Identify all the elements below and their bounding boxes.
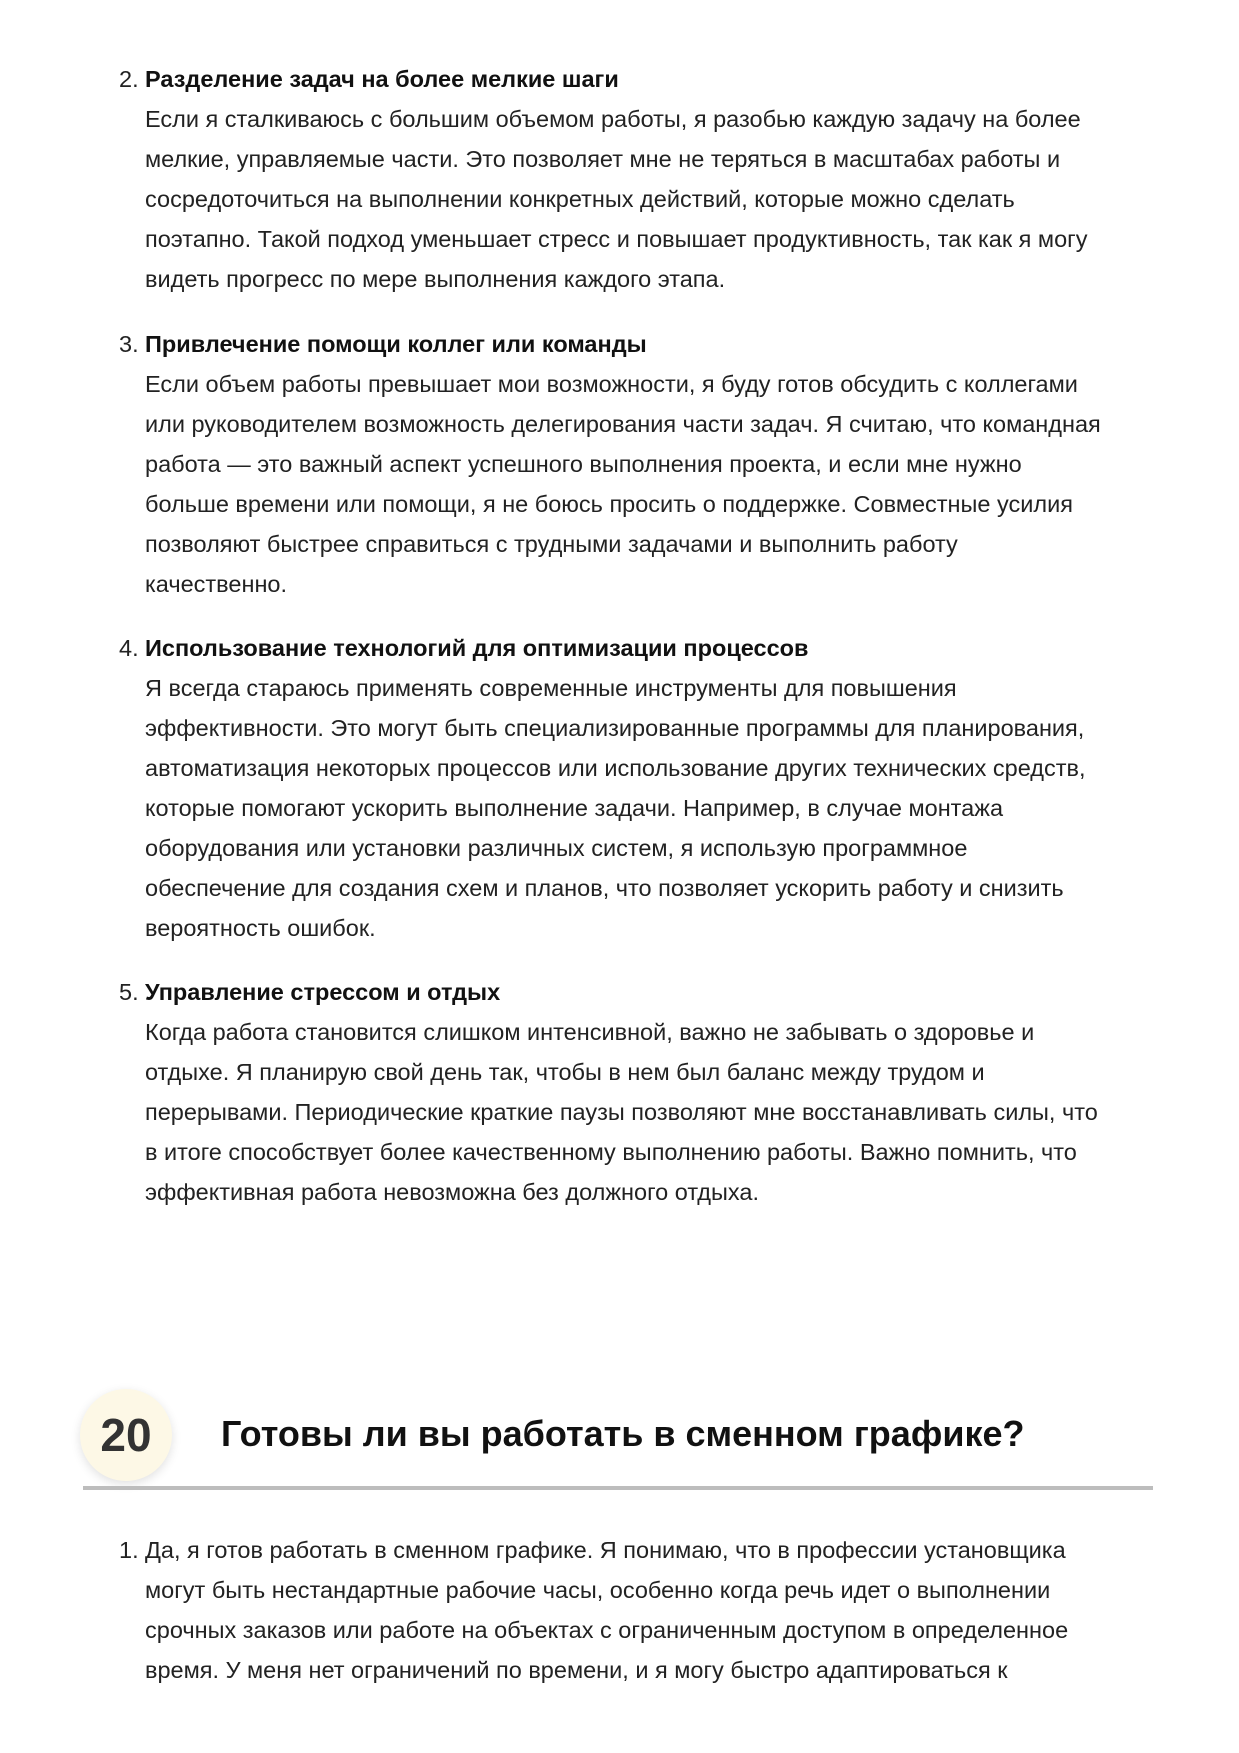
body-text-line: эффективная работа невозможна без должного отдыха. [145, 1179, 759, 1205]
body-text-line: обеспечение для создания схем и планов, что позволяет ускорить работу и снизить [145, 875, 1064, 901]
list-number: 2. [119, 66, 139, 92]
body-text-line: Если я сталкиваюсь с большим объемом работы, я разобью каждую задачу на более [145, 106, 1081, 132]
body-text-line: Когда работа становится слишком интенсивной, важно не забывать о здоровье и [145, 1019, 1035, 1045]
body-text-line: срочных заказов или работе на объектах с ограниченным доступом в определенное [145, 1617, 1069, 1643]
body-text-line: сосредоточиться на выполнении конкретных действий, которые можно сделать [145, 186, 1015, 212]
body-text-line: или руководителем возможность делегирования части задач. Я считаю, что командная [145, 411, 1101, 437]
body-text-line: работа — это важный аспект успешного выполнения проекта, и если мне нужно [145, 451, 1022, 477]
body-text-line: перерывами. Периодические краткие паузы позволяют мне восстанавливать силы, что [145, 1099, 1098, 1125]
body-text-line: мелкие, управляемые части. Это позволяет мне не теряться в масштабах работы и [145, 146, 1061, 172]
body-text-line: в итоге способствует более качественному выполнению работы. Важно помнить, что [145, 1139, 1077, 1165]
list-item-title: Управление стрессом и отдых [145, 979, 501, 1005]
heading-divider [83, 1486, 1153, 1490]
list-item [119, 59, 1159, 299]
question-number-badge: 20 [80, 1389, 172, 1481]
list-item-title: Использование технологий для оптимизации процессов [145, 635, 809, 661]
body-text-line: Да, я готов работать в сменном графике. Я понимаю, что в профессии установщика [145, 1537, 1066, 1563]
list-item [119, 628, 1159, 948]
body-text-line: видеть прогресс по мере выполнения каждого этапа. [145, 266, 726, 292]
body-text-line: вероятность ошибок. [145, 915, 376, 941]
body-text-line: эффективности. Это могут быть специализированные программы для планирования, [145, 715, 1085, 741]
list-number: 1. [119, 1537, 139, 1563]
list-item [119, 1530, 1159, 1690]
list-item [119, 324, 1159, 604]
list-number: 3. [119, 331, 139, 357]
body-text-line: автоматизация некоторых процессов или использование других технических средств, [145, 755, 1086, 781]
list-item [119, 972, 1159, 1212]
question-heading: Готовы ли вы работать в сменном графике? [221, 1413, 1025, 1454]
list-item-title: Привлечение помощи коллег или команды [145, 331, 647, 357]
body-text-line: отдыхе. Я планирую свой день так, чтобы в нем был баланс между трудом и [145, 1059, 985, 1085]
body-text-line: время. У меня нет ограничений по времени, и я могу быстро адаптироваться к [145, 1657, 1008, 1683]
body-text-line: Я всегда стараюсь применять современные инструменты для повышения [145, 675, 957, 701]
body-text-line: качественно. [145, 571, 288, 597]
body-text-line: Если объем работы превышает мои возможности, я буду готов обсудить с коллегами [145, 371, 1078, 397]
list-number: 5. [119, 979, 139, 1005]
body-text-line: поэтапно. Такой подход уменьшает стресс и повышает продуктивность, так как я могу [145, 226, 1088, 252]
list-item-title: Разделение задач на более мелкие шаги [145, 66, 619, 92]
list-number: 4. [119, 635, 139, 661]
body-text-line: позволяют быстрее справиться с трудными задачами и выполнить работу [145, 531, 958, 557]
body-text-line: оборудования или установки различных систем, я использую программное [145, 835, 968, 861]
body-text-line: больше времени или помощи, я не боюсь просить о поддержке. Совместные усилия [145, 491, 1073, 517]
body-text-line: которые помогают ускорить выполнение задачи. Например, в случае монтажа [145, 795, 1004, 821]
body-text-line: могут быть нестандартные рабочие часы, особенно когда речь идет о выполнении [145, 1577, 1051, 1603]
